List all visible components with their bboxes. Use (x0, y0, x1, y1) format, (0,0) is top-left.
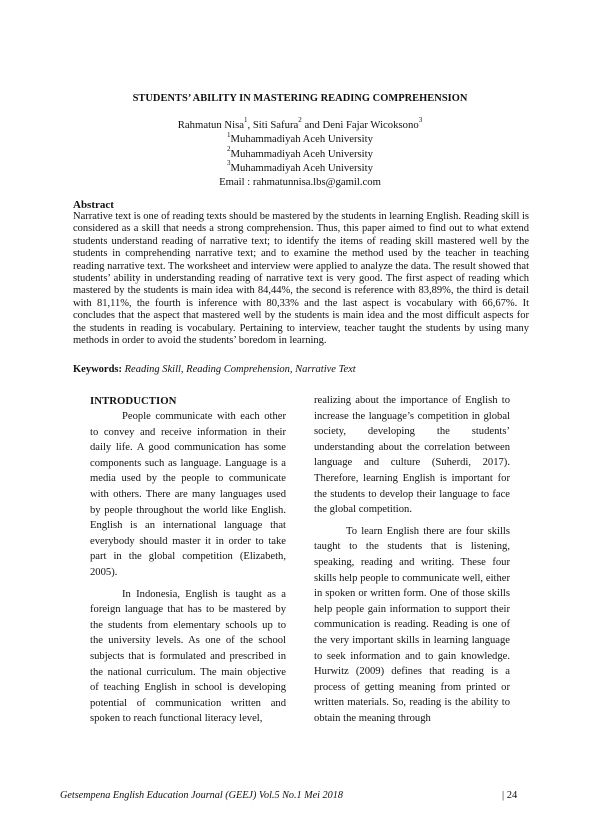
right-column (314, 393, 510, 732)
author-block (120, 118, 480, 189)
abstract-heading: Abstract (73, 199, 114, 211)
body-paragraph: To learn English there are four skills taught to the students that is listening, speaking, reading and writing. These four skills help people to communicate well, either in spoken or written form. One of those skills help people gain information to support their communication is reading. Reading is one of the very important skills in learning language to seek information and to gain knowledge. Hurwitz (2009) defines that reading is a process of getting meaning from printed or written materials. So, reading is the ability to obtain the meaning through (314, 525, 510, 724)
keywords-label: Keywords: (73, 364, 122, 375)
author-line (120, 118, 480, 132)
author-3-sup: 3 (418, 116, 423, 125)
body-paragraph: People communicate with each other to convey and receive information in their daily life. A good communication has some components such as language. Language is a media used by the people to communicate with others. There are many languages used by people throughout the world like English. English is an international language that everybody should master it in order to take part in the global competition (Elizabeth, 2005). (90, 411, 286, 578)
author-1: Rahmatun Nisa (177, 119, 244, 131)
author-2: , Siti Safura (247, 119, 299, 131)
abstract-text: Narrative text is one of reading texts should be mastered by the students in learning English. Reading skill is considered as a skill that needs a strong comprehension. Thus, this paper aimed to find out to what extend students understand reading of narrative text; to identify the items of reading skill mastered well by the students in comprehending narrative text; and to examine the method used by the teacher in teaching reading narrative text. The worksheet and interview were applied to analyze the data. The result showed that students’ ability in understanding reading of narrative text is very good. The first aspect of reading which mastered by the students is main idea with 84,44%, the second is reference with 83,89%, the third is detail with 81,11%, the fourth is inference with 80,33% and the last aspect is vocabulary with 66,67%. It concludes that the aspect that mastered well by the students is main idea and the most difficult aspects for the students in reading is vocabulary. Pertaining to interview, teacher taught the students by using many methods in order to avoid the students’ boredom in learning. (73, 211, 529, 347)
author-3: and Deni Fajar Wicoksono (301, 119, 419, 131)
paper-title: STUDENTS’ ABILITY IN MASTERING READING COMPREHENSION (132, 93, 468, 104)
section-heading: INTRODUCTION (90, 395, 177, 407)
page-number: | 24 (502, 790, 518, 801)
author-1-sup: 1 (244, 116, 248, 125)
affiliation-1: $^1$Muhammadiyah Aceh University (227, 130, 373, 146)
author-email: Email : rahmatunnisa.lbs@gamil.com (219, 176, 381, 189)
keywords-line (73, 364, 529, 375)
affiliation-2: $^2$Muhammadiyah Aceh University (227, 145, 373, 160)
left-column (90, 393, 286, 733)
keywords-value: Reading Skill, Reading Comprehension, Narrative Text (124, 364, 356, 375)
affiliation-3: $^3$Muhammadiyah Aceh University (227, 159, 373, 174)
body-paragraph: realizing about the importance of English to increase the language’s competition in global society, developing the students’ understanding about the correlation between language and culture (Suherdi, 2017). Therefore, learning English is important for the students to develop their language to face the global competition. (314, 395, 510, 516)
footer-journal: Getsempena English Education Journal (GEEJ) Vol.5 No.1 Mei 2018 (60, 790, 343, 801)
author-2-sup: 2 (298, 116, 302, 125)
body-paragraph: In Indonesia, English is taught as a foreign language that has to be mastered by the students from elementary schools up to the university levels. As one of the school subjects that is formulated and prescribed in the national curriculum. The main objective of teaching English in school is developing potential of communication written and spoken to reach functional literacy level, (90, 588, 286, 725)
